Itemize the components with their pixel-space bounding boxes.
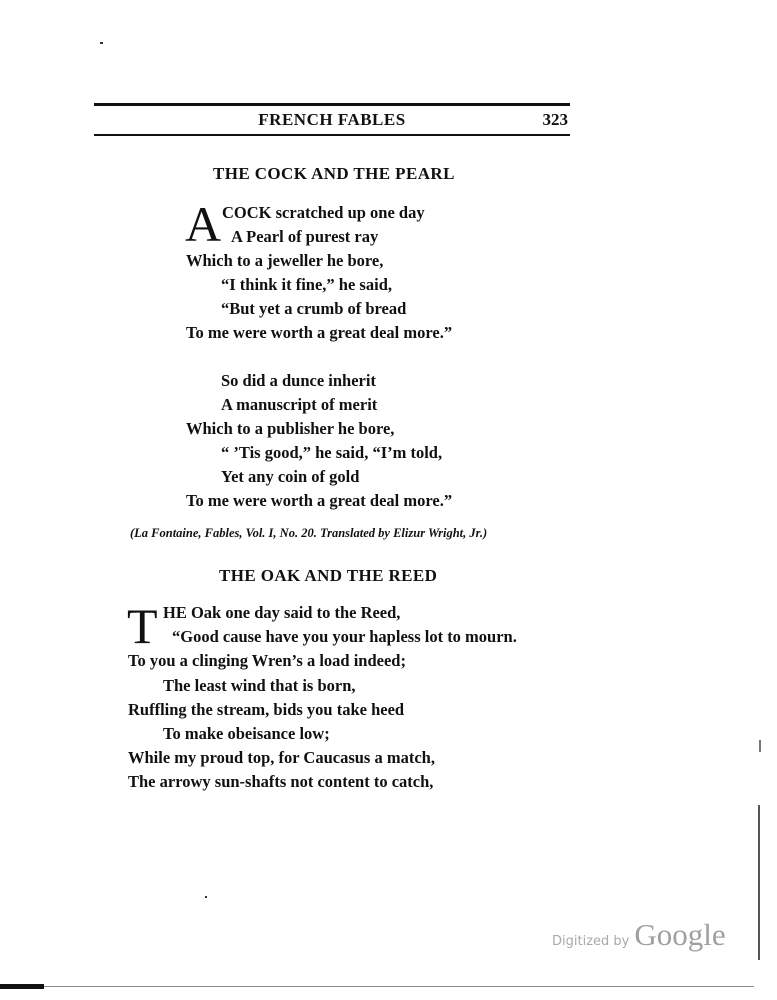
running-title: FRENCH FABLES <box>258 110 406 129</box>
verse-line: To you a clinging Wren’s a load indeed; <box>128 651 406 670</box>
verse-line: “Good cause have you your hapless lot to mourn. <box>172 627 517 646</box>
citation: (La Fontaine, Fables, Vol. I, No. 20. Translated by Elizur Wright, Jr.) <box>130 526 488 540</box>
verse-line: So did a dunce inherit <box>221 371 376 390</box>
verse-line: Which to a jeweller he bore, <box>186 251 384 270</box>
verse-line: The arrowy sun-shafts not content to catch, <box>128 772 434 791</box>
drop-cap-t: T <box>127 598 158 654</box>
verse-line: Which to a publisher he bore, <box>186 419 395 438</box>
header-rule-bottom <box>94 134 570 136</box>
ink-speck <box>205 896 207 898</box>
verse-line: HE Oak one day said to the Reed, <box>163 603 401 622</box>
verse-line: While my proud top, for Caucasus a match, <box>128 748 435 767</box>
page-edge-line <box>758 805 760 960</box>
verse-line: Ruffling the stream, bids you take heed <box>128 700 405 719</box>
scan-edge-line <box>44 986 754 987</box>
verse-line: To me were worth a great deal more.” <box>186 491 453 510</box>
verse-line: “I think it fine,” he said, <box>221 275 392 294</box>
verse-line: Yet any coin of gold <box>221 467 360 486</box>
verse-line: A Pearl of purest ray <box>231 227 379 246</box>
poem-title-cock-and-pearl: THE COCK AND THE PEARL <box>213 164 455 183</box>
page-edge-mark <box>759 740 761 752</box>
running-head <box>94 110 570 132</box>
page-number: 323 <box>542 110 568 129</box>
poem-title-oak-and-reed: THE OAK AND THE REED <box>219 566 438 585</box>
watermark-prefix: Digitized by <box>552 934 630 949</box>
verse-line: The least wind that is born, <box>163 676 356 695</box>
header-rule-top <box>94 103 570 106</box>
verse-line: “ ’Tis good,” he said, “I’m told, <box>221 443 443 462</box>
verse-line: A manuscript of merit <box>221 395 378 414</box>
drop-cap-a: A <box>185 196 222 252</box>
verse-line: COCK scratched up one day <box>222 203 425 222</box>
ink-speck <box>100 42 103 44</box>
scan-edge-bar <box>0 984 44 989</box>
google-logo: Google <box>634 917 726 952</box>
digitized-watermark <box>552 917 726 957</box>
verse-line: To make obeisance low; <box>163 724 330 743</box>
verse-line: “But yet a crumb of bread <box>221 299 407 318</box>
verse-line: To me were worth a great deal more.” <box>186 323 453 342</box>
